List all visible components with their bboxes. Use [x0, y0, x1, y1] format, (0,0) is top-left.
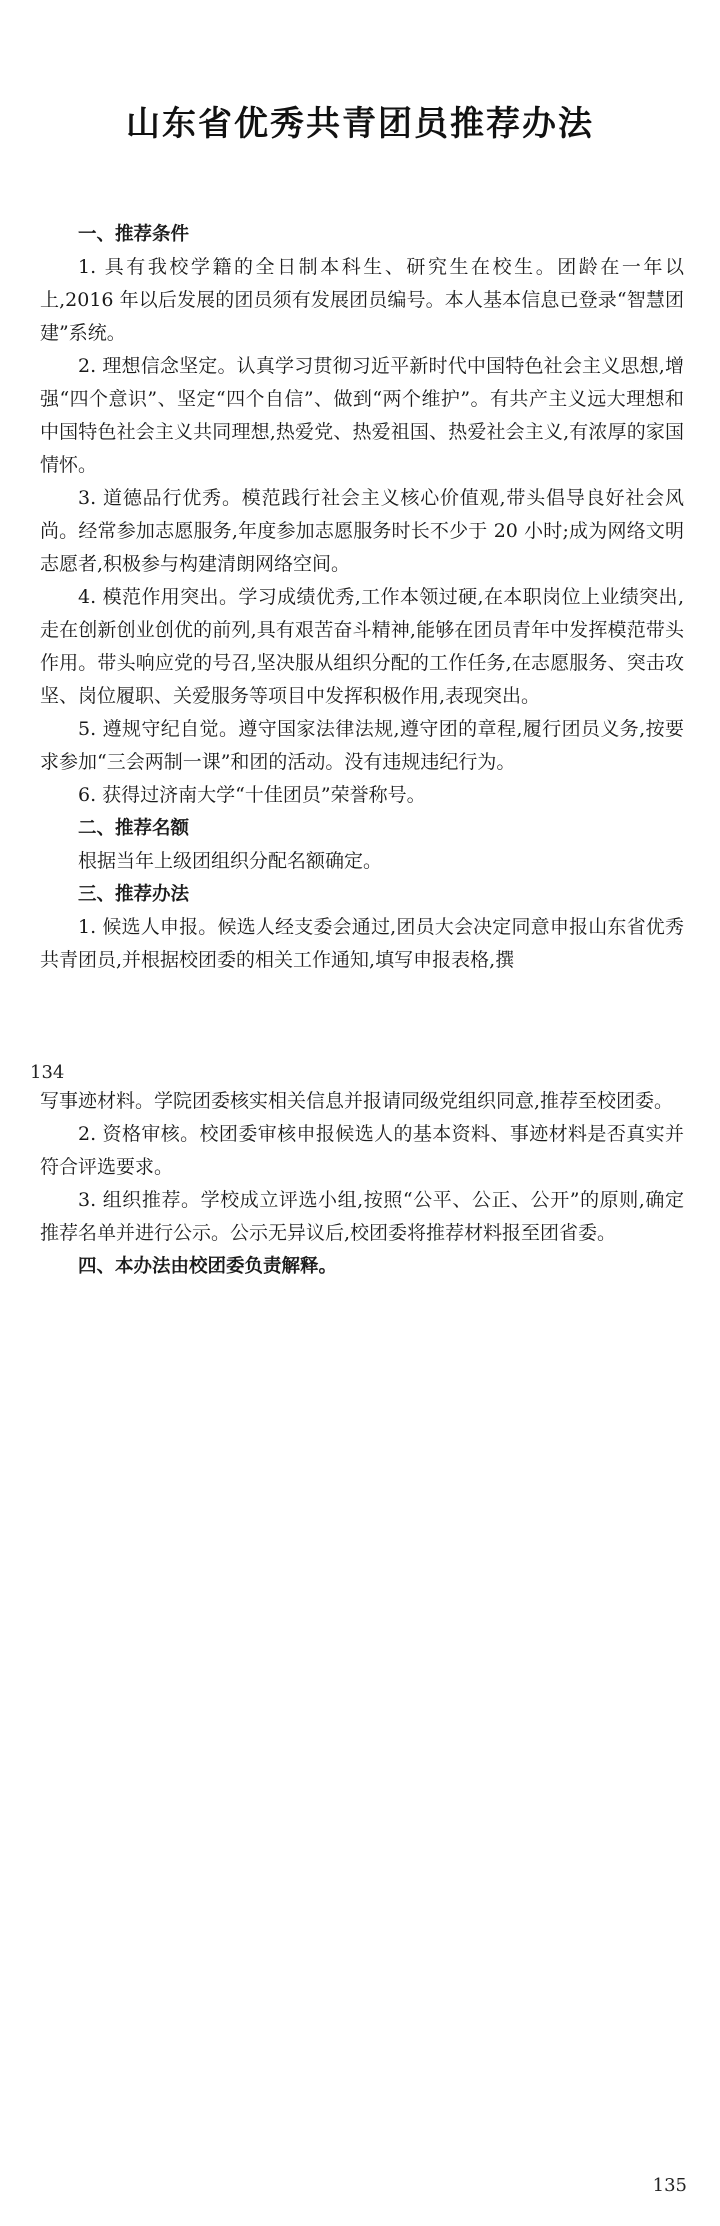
- quota-text: 根据当年上级团组织分配名额确定。: [78, 850, 383, 872]
- document-title: 山东省优秀共青团员推荐办法: [126, 104, 594, 144]
- section-heading-conditions: 一、推荐条件: [78, 224, 190, 245]
- document-page-135: [0, 1085, 720, 2226]
- section-heading-interpretation: 四、本办法由校团委负责解释。: [78, 1256, 338, 1277]
- condition-item-3: 3. 道德品行优秀。模范践行社会主义核心价值观,带头倡导良好社会风尚。经常参加志愿服务,年度参加志愿服务时长不少于 20 小时;成为网络文明志愿者,积极参与构建清朗网络空间。: [40, 487, 684, 575]
- condition-item-1: 1. 具有我校学籍的全日制本科生、研究生在校生。团龄在一年以上,2016 年以后发展的团员须有发展团员编号。本人基本信息已登录“智慧团建”系统。: [40, 256, 684, 344]
- document-body: [40, 218, 684, 977]
- condition-item-2: 2. 理想信念坚定。认真学习贯彻习近平新时代中国特色社会主义思想,增强“四个意识”、坚定“四个自信”、做到“两个维护”。有共产主义远大理想和中国特色社会主义共同理想,热爱党、热爱祖国、热爱社会主义,有浓厚的家国情怀。: [40, 355, 684, 476]
- section-heading-quota: 二、推荐名额: [78, 818, 190, 839]
- condition-item-4: 4. 模范作用突出。学习成绩优秀,工作本领过硬,在本职岗位上业绩突出,走在创新创业创优的前列,具有艰苦奋斗精神,能够在团员青年中发挥模范带头作用。带头响应党的号召,坚决服从组织分配的工作任务,在志愿服务、突击攻坚、岗位履职、关爱服务等项目中发挥积极作用,表现突出。: [40, 586, 684, 707]
- method-step-1-continued: 写事迹材料。学院团委核实相关信息并报请同级党组织同意,推荐至校团委。: [40, 1090, 674, 1112]
- method-step-2: 2. 资格审核。校团委审核申报候选人的基本资料、事迹材料是否真实并符合评选要求。: [40, 1123, 684, 1178]
- document-body-continued: [40, 1085, 684, 1283]
- method-step-3: 3. 组织推荐。学校成立评选小组,按照“公平、公正、公开”的原则,确定推荐名单并进行公示。公示无异议后,校团委将推荐材料报至团省委。: [40, 1189, 684, 1244]
- condition-item-6: 6. 获得过济南大学“十佳团员”荣誉称号。: [78, 784, 426, 806]
- method-step-1: 1. 候选人申报。候选人经支委会通过,团员大会决定同意申报山东省优秀共青团员,并根据校团委的相关工作通知,填写申报表格,撰: [40, 916, 684, 971]
- page-number: 134: [30, 1062, 65, 1083]
- condition-item-5: 5. 遵规守纪自觉。遵守国家法律法规,遵守团的章程,履行团员义务,按要求参加“三会两制一课”和团的活动。没有违规违纪行为。: [40, 718, 684, 773]
- page-number: 135: [652, 2175, 687, 2196]
- section-heading-method: 三、推荐办法: [78, 884, 190, 905]
- document-page-134: [0, 0, 720, 1085]
